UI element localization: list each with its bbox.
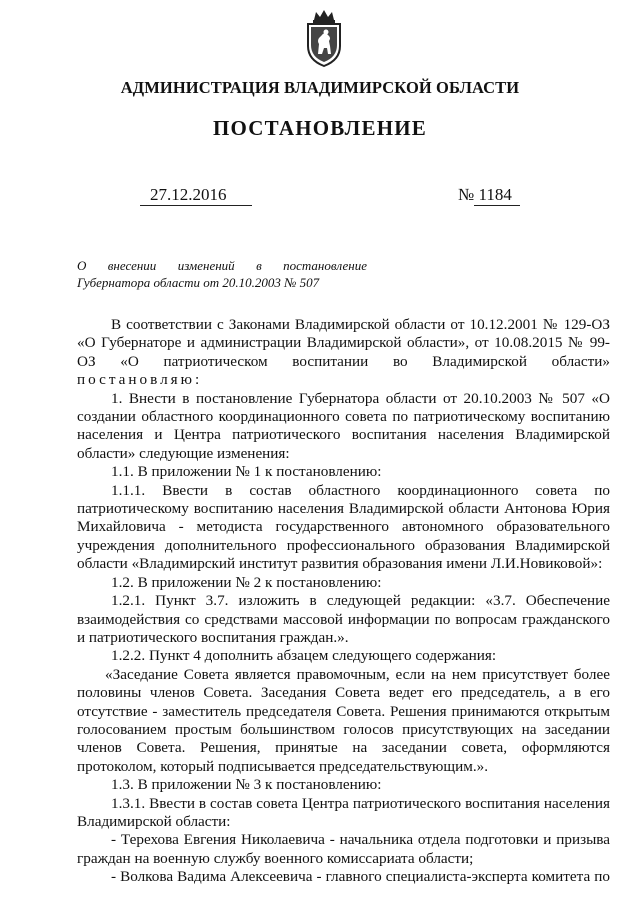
document-date: 27.12.2016 — [150, 185, 227, 204]
paragraph-1-2-1: 1.2.1. Пункт 3.7. изложить в следующей редакции: «3.7. Обеспечение взаимодействия со средствами массовой информации по вопросам гражданского и патриотического воспитания граждан.». — [77, 592, 610, 646]
subject-word: в — [256, 258, 262, 273]
paragraph-1-2-2: 1.2.2. Пункт 4 дополнить абзацем следующего содержания: — [111, 647, 497, 665]
subject-word: О — [77, 258, 87, 273]
paragraph-1-1-1: 1.1.1. Ввести в состав областного координационного совета по патриотическому воспитанию населения Владимирской области Антонова Юрия Михайловича - методиста государственного автономного образовательного учреждения дополнительного профессионального образования Владимирской области «Владимирский институт развития образования имени Л.И.Новиковой»: — [77, 481, 610, 573]
paragraph-preamble — [77, 316, 610, 390]
paragraph-1: 1. Внести в постановление Губернатора области от 20.10.2003 № 507 «О создании областного координационного совета по патриотическому воспитанию населения и Центра патриотического воспитания населения Владимирской области» следующие изменения: — [77, 389, 610, 462]
document-type-title: ПОСТАНОВЛЕНИЕ — [212, 116, 428, 140]
resolve-word: постановляю: — [77, 371, 203, 389]
paragraph-1-1: 1.1. В приложении № 1 к постановлению: — [111, 463, 382, 481]
paragraph-1-2: 1.2. В приложении № 2 к постановлению: — [111, 573, 382, 591]
subject-line-2: Губернатора области от 20.10.2003 № 507 — [77, 275, 320, 290]
document-number — [458, 185, 512, 205]
document-body — [77, 316, 610, 887]
subject-word: постановление — [283, 258, 367, 273]
number-value: 1184 — [478, 185, 512, 204]
coat-of-arms-icon — [300, 8, 348, 68]
paragraph-member-2: - Волкова Вадима Алексеевича - главного специалиста-эксперта комитета по — [111, 868, 610, 886]
preamble-text: В соответствии с Законами Владимирской области от 10.12.2001 № 129-ОЗ «О Губернаторе и администрации Владимирской области», от 10.08.2015 № 99-ОЗ «О патриотическом воспитании во Владимирской области» — [77, 316, 610, 370]
paragraph-member-1: - Терехова Евгения Николаевича - начальника отдела подготовки и призыва граждан на военную службу военного комиссариата области; — [77, 831, 610, 867]
subject-word: изменений — [177, 258, 235, 273]
document-subject — [77, 257, 367, 291]
paragraph-1-3: 1.3. В приложении № 3 к постановлению: — [111, 776, 382, 794]
date-underline — [140, 205, 252, 206]
paragraph-1-3-1: 1.3.1. Ввести в состав совета Центра патриотического воспитания населения Владимирской области: — [77, 794, 610, 830]
organization-title: АДМИНИСТРАЦИЯ ВЛАДИМИРСКОЙ ОБЛАСТИ — [120, 78, 520, 97]
number-sign: № — [458, 185, 475, 204]
paragraph-quote: «Заседание Совета является правомочным, если на нем присутствует более половины членов Совета. Заседания Совета ведет его председатель, а в его отсутствие - заместитель председателя Совета. Решения принимаются открытым голосованием простым большинством голосов присутствующих на заседании членов Совета. Решения, принятые на заседании совета, оформляются протоколом, который подписывается председательствующим.». — [77, 665, 610, 775]
number-underline — [474, 205, 520, 206]
subject-word: внесении — [107, 258, 157, 273]
